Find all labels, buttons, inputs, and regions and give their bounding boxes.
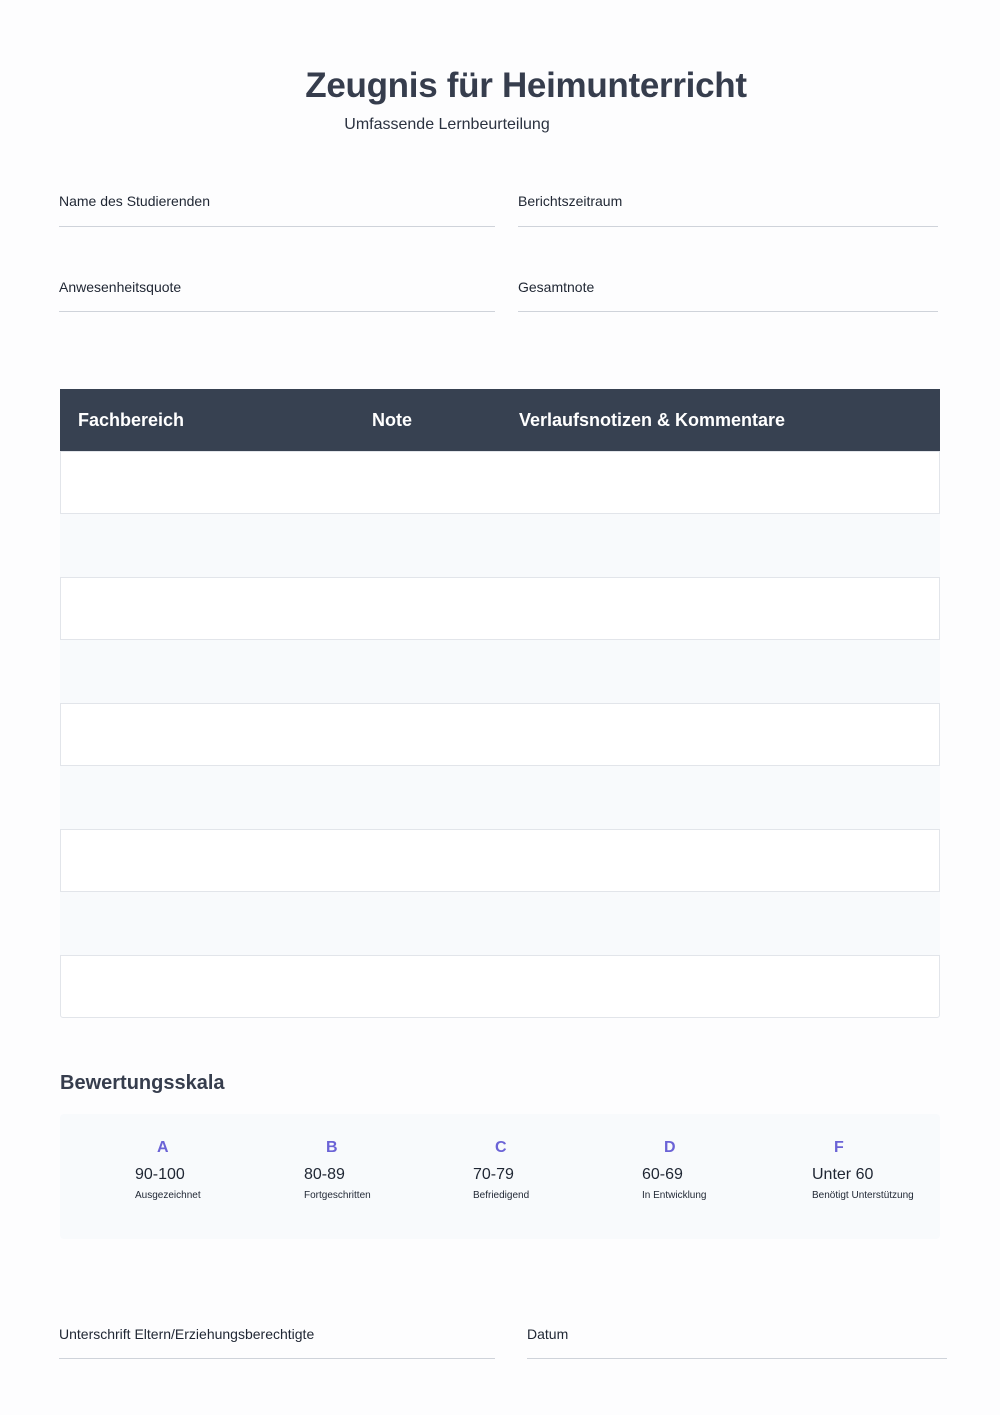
table-row[interactable] [60,640,940,703]
table-row[interactable] [60,703,940,766]
date-label: Datum [527,1326,569,1342]
grade-letter: A [157,1139,169,1156]
column-header-notes: Verlaufsnotizen & Kommentare [519,410,786,430]
table-row[interactable] [60,955,940,1018]
column-header-subject: Fachbereich [78,410,185,430]
table-row[interactable] [60,829,940,892]
grade-range: 60-69 [642,1166,683,1183]
grading-scale-box [60,1114,940,1239]
report-period-line [518,226,938,227]
report-period-field[interactable] [518,193,938,228]
grade-range: 90-100 [135,1166,185,1183]
date-line [527,1358,947,1359]
subjects-table [60,389,940,1018]
grade-letter: B [326,1139,338,1156]
overall-grade-label: Gesamtnote [518,279,595,295]
grade-description: Befriedigend [473,1190,530,1201]
grade-description: Ausgezeichnet [135,1190,201,1201]
parent-signature-field[interactable] [59,1326,495,1360]
parent-signature-label: Unterschrift Eltern/Erziehungsberechtigte [59,1326,315,1342]
table-row[interactable] [60,892,940,955]
table-row[interactable] [60,577,940,640]
table-header [60,389,940,451]
report-period-label: Berichtszeitraum [518,193,623,209]
student-name-field[interactable] [59,193,495,228]
grade-letter: C [495,1139,507,1156]
table-row[interactable] [60,451,940,514]
student-name-label: Name des Studierenden [59,193,210,209]
grade-range: Unter 60 [812,1166,874,1183]
grade-range: 70-79 [473,1166,514,1183]
grade-range: 80-89 [304,1166,345,1183]
grade-description: Fortgeschritten [304,1190,371,1201]
date-field[interactable] [527,1326,947,1360]
student-name-line [59,226,495,227]
grade-description: In Entwicklung [642,1190,707,1201]
grade-letter: F [834,1139,844,1156]
column-header-grade: Note [372,410,412,430]
attendance-line [59,311,495,312]
attendance-field[interactable] [59,279,495,313]
overall-grade-line [518,311,938,312]
grading-scale-title: Bewertungsskala [60,1072,225,1094]
overall-grade-field[interactable] [518,279,938,313]
grade-letter: D [664,1139,676,1156]
page-title: Zeugnis für Heimunterricht [305,66,747,105]
page-subtitle: Umfassende Lernbeurteilung [344,116,550,133]
table-row[interactable] [60,514,940,577]
table-row[interactable] [60,766,940,829]
grade-description: Benötigt Unterstützung [812,1190,914,1201]
attendance-label: Anwesenheitsquote [59,279,182,295]
parent-signature-line [59,1358,495,1359]
